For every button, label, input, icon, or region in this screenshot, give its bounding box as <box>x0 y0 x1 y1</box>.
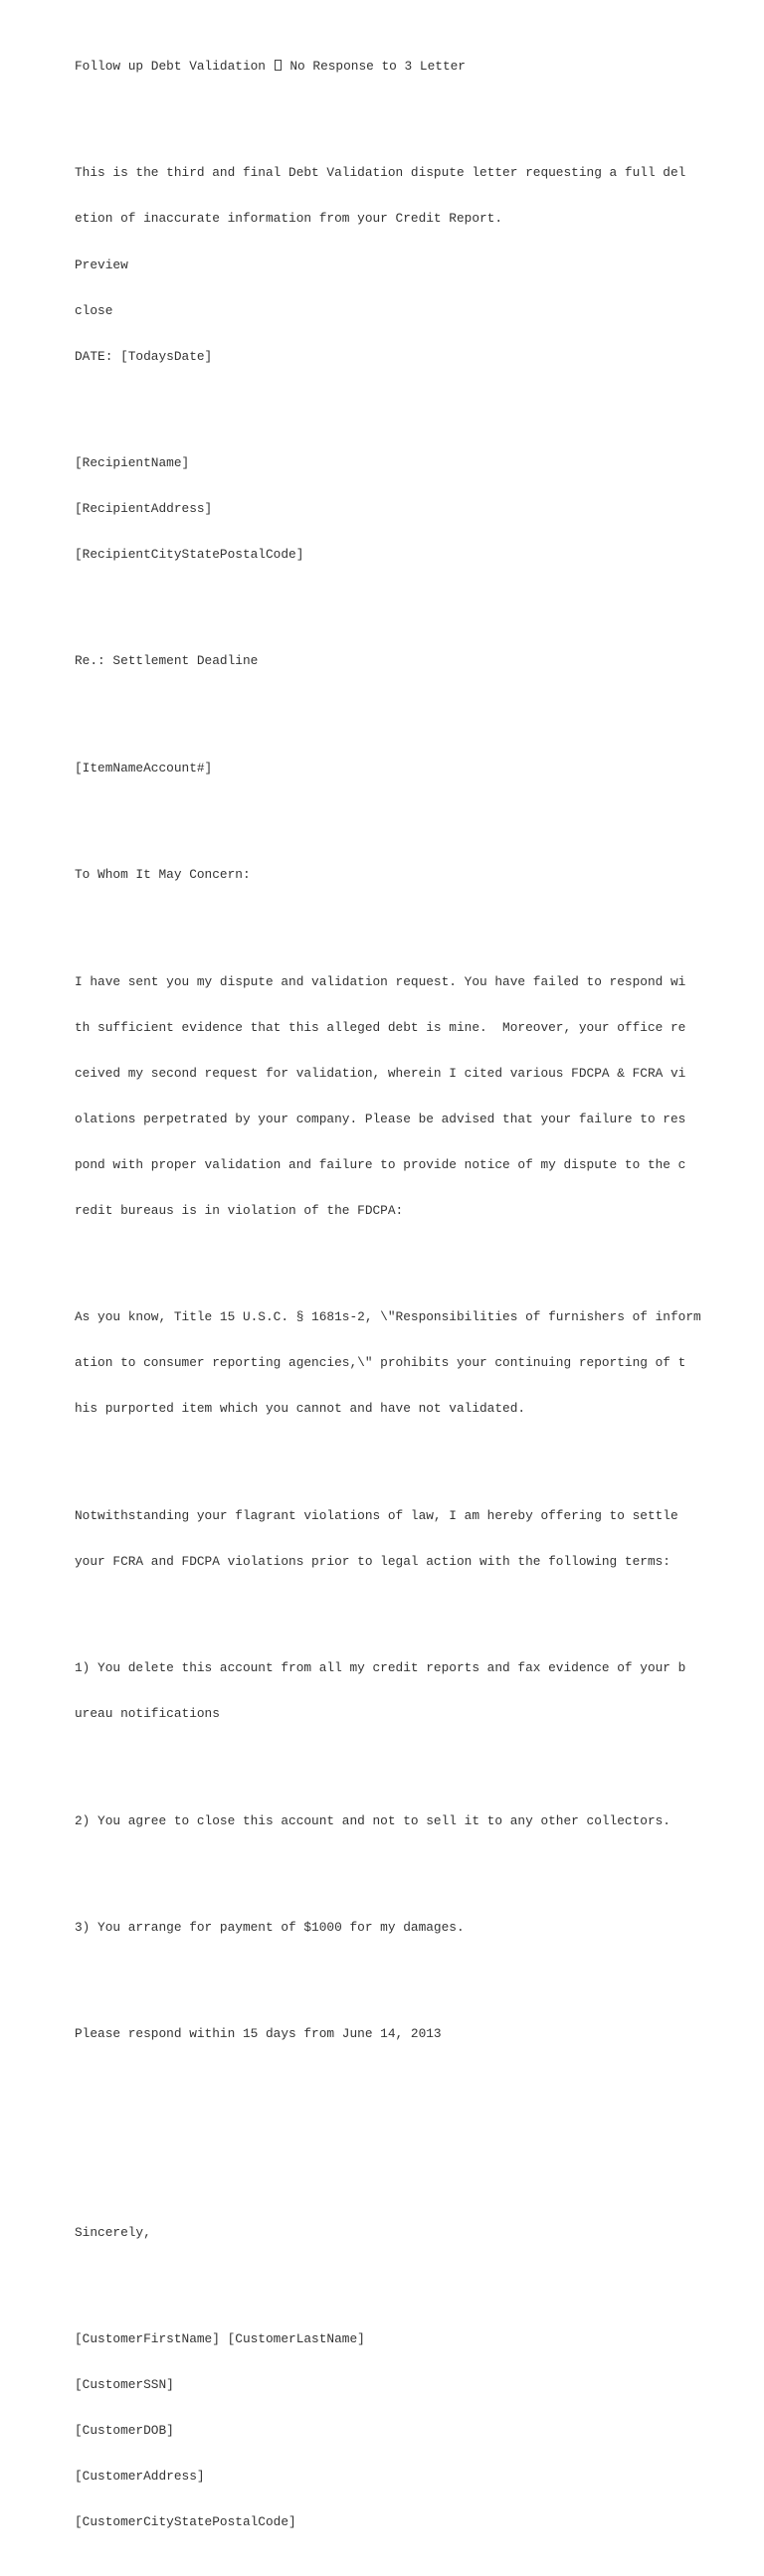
signature-line: [CustomerSSN] <box>75 2377 174 2393</box>
blank-line <box>75 1249 751 1264</box>
subject-line: Re.: Settlement Deadline <box>75 653 259 669</box>
blank-line <box>75 2163 751 2178</box>
paragraph-line: his purported item which you cannot and have not validated. <box>75 1401 526 1417</box>
blank-line <box>75 1966 751 1980</box>
preview-link[interactable]: Preview <box>75 257 128 272</box>
blank-line <box>75 104 751 119</box>
paragraph-line: ation to consumer reporting agencies,\" prohibits your continuing reporting of t <box>75 1355 686 1371</box>
date-line: DATE: [TodaysDate] <box>75 348 213 364</box>
blank-line <box>75 913 751 928</box>
signature-line: [CustomerAddress] <box>75 2469 205 2485</box>
paragraph-line: ceived my second request for validation, wherein I cited various FDCPA & FCRA vi <box>75 1065 686 1081</box>
paragraph-line: pond with proper validation and failure to provide notice of my dispute to the c <box>75 1156 686 1172</box>
term-line: 3) You arrange for payment of $1000 for my damages. <box>75 1919 465 1935</box>
intro-line: This is the third and final Debt Validation dispute letter requesting a full del <box>75 165 686 181</box>
blank-line <box>75 593 751 607</box>
blank-line <box>75 1600 751 1615</box>
item-account-line: [ItemNameAccount#] <box>75 760 213 775</box>
closing-line: Sincerely, <box>75 2224 151 2240</box>
recipient-line: [RecipientCityStatePostalCode] <box>75 547 304 563</box>
blank-line <box>75 1447 751 1461</box>
blank-line <box>75 2072 751 2087</box>
blank-line <box>75 2118 751 2133</box>
signature-line: [CustomerDOB] <box>75 2423 174 2439</box>
paragraph-line: your FCRA and FDCPA violations prior to legal action with the following terms: <box>75 1553 670 1569</box>
paragraph-line: Notwithstanding your flagrant violations of law, I am hereby offering to settle <box>75 1507 678 1523</box>
term-line: 2) You agree to close this account and not to sell it to any other collectors. <box>75 1812 670 1828</box>
letter-title <box>75 59 751 74</box>
title-text-start: Follow up Debt Validation <box>75 59 274 75</box>
signature-line: [CustomerCityStatePostalCode] <box>75 2514 296 2530</box>
blank-line <box>75 1859 751 1874</box>
recipient-line: [RecipientAddress] <box>75 501 213 516</box>
paragraph-line: redit bureaus is in violation of the FDCPA: <box>75 1202 404 1218</box>
missing-glyph-box-icon <box>275 60 282 71</box>
letter-body <box>75 13 751 2576</box>
blank-line <box>75 1752 751 1767</box>
blank-line <box>75 699 751 714</box>
salutation-line: To Whom It May Concern: <box>75 867 251 883</box>
term-line: ureau notifications <box>75 1706 220 1722</box>
term-line: 1) You delete this account from all my credit reports and fax evidence of your b <box>75 1660 686 1676</box>
intro-line: etion of inaccurate information from your Credit Report. <box>75 211 503 227</box>
paragraph-line: olations perpetrated by your company. Please be advised that your failure to res <box>75 1111 686 1126</box>
paragraph-line: th sufficient evidence that this alleged debt is mine. Moreover, your office re <box>75 1019 686 1035</box>
close-link[interactable]: close <box>75 302 113 318</box>
deadline-line: Please respond within 15 days from June 14, 2013 <box>75 2026 442 2042</box>
paragraph-line: As you know, Title 15 U.S.C. § 1681s-2, \"Responsibilities of furnishers of inform <box>75 1309 701 1325</box>
paragraph-line: I have sent you my dispute and validation request. You have failed to respond wi <box>75 973 686 989</box>
signature-line: [CustomerFirstName] [CustomerLastName] <box>75 2331 365 2347</box>
recipient-line: [RecipientName] <box>75 454 190 470</box>
blank-line <box>75 395 751 410</box>
title-text-end: No Response to 3 Letter <box>282 59 466 75</box>
blank-line <box>75 2271 751 2286</box>
blank-line <box>75 806 751 821</box>
